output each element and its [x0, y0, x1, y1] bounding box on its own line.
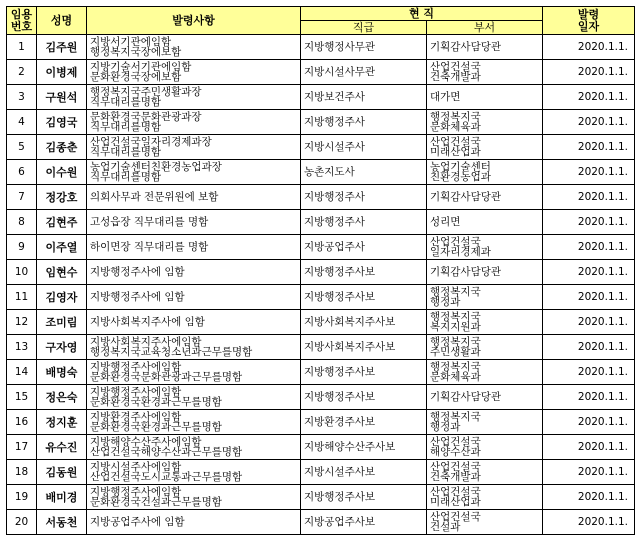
- cell-action-line: 지방공업주사에 임함: [90, 515, 185, 528]
- cell-name: 김종춘: [37, 135, 87, 160]
- cell-dept-line: 산업건설국: [430, 135, 481, 148]
- table-row: [7, 135, 635, 160]
- cell-action: [87, 335, 301, 360]
- cell-action: [87, 110, 301, 135]
- table-row: [7, 185, 635, 210]
- cell-no: 7: [7, 185, 37, 210]
- cell-action-line: 지방행정주사에 임함: [90, 290, 185, 303]
- appointment-table: [6, 6, 635, 535]
- cell-action: [87, 385, 301, 410]
- cell-no: 2: [7, 60, 37, 85]
- cell-rank: 지방시설주사보: [301, 460, 427, 485]
- cell-action-line: 지방환경주사에임함: [90, 410, 182, 423]
- cell-dept: [427, 210, 543, 235]
- table-row: [7, 85, 635, 110]
- cell-rank: 지방시설사무관: [301, 60, 427, 85]
- cell-dept: [427, 460, 543, 485]
- cell-rank: 지방시설주사: [301, 135, 427, 160]
- cell-no: 17: [7, 435, 37, 460]
- cell-action-line: 직무대리를명함: [90, 96, 162, 108]
- cell-date: 2020.1.1.: [543, 360, 635, 385]
- table-row: [7, 510, 635, 535]
- cell-name: 김영국: [37, 110, 87, 135]
- cell-dept-line: 산업건설국: [430, 460, 481, 473]
- cell-dept-line: 문화체육과: [430, 121, 481, 133]
- cell-date: 2020.1.1.: [543, 185, 635, 210]
- cell-action: [87, 410, 301, 435]
- cell-action-line: 지방기술서기관에임함: [90, 60, 192, 73]
- cell-action: [87, 185, 301, 210]
- cell-name: 이수원: [37, 160, 87, 185]
- cell-action-line: 산업건설국도시교통과근무를명함: [90, 471, 243, 483]
- cell-dept-line: 미래산업과: [430, 496, 481, 508]
- header-current: 현 직: [301, 7, 543, 21]
- cell-action-line: 산업건설국해양수산과근무를명함: [90, 446, 243, 458]
- cell-action: [87, 135, 301, 160]
- cell-dept: [427, 485, 543, 510]
- cell-dept: [427, 310, 543, 335]
- cell-dept: [427, 360, 543, 385]
- table-row: [7, 285, 635, 310]
- cell-action-line: 행정복지국교육청소년과근무를명함: [90, 346, 253, 358]
- header-no: 임용 번호: [7, 7, 37, 35]
- cell-no: 1: [7, 35, 37, 60]
- header-action: 발령사항: [87, 7, 301, 35]
- cell-date: 2020.1.1.: [543, 60, 635, 85]
- cell-action: [87, 260, 301, 285]
- cell-dept: [427, 335, 543, 360]
- cell-date: 2020.1.1.: [543, 335, 635, 360]
- cell-dept: [427, 185, 543, 210]
- cell-no: 10: [7, 260, 37, 285]
- cell-dept: [427, 85, 543, 110]
- table-row: [7, 110, 635, 135]
- cell-dept-line: 산업건설국: [430, 235, 481, 248]
- cell-dept-line: 행정복지국: [430, 285, 481, 298]
- cell-dept-line: 행정복지국: [430, 310, 481, 323]
- table-row: [7, 410, 635, 435]
- cell-name: 배명숙: [37, 360, 87, 385]
- cell-date: 2020.1.1.: [543, 235, 635, 260]
- cell-dept-line: 문화체육과: [430, 371, 481, 383]
- cell-action-line: 지방해양수산주사에임함: [90, 435, 202, 448]
- cell-name: 유수진: [37, 435, 87, 460]
- cell-name: 김영자: [37, 285, 87, 310]
- cell-action: [87, 360, 301, 385]
- cell-action-line: 문화환경국문화관광과장: [90, 110, 202, 123]
- cell-rank: 지방사회복지주사보: [301, 310, 427, 335]
- cell-name: 이병제: [37, 60, 87, 85]
- cell-date: 2020.1.1.: [543, 385, 635, 410]
- cell-rank: 지방행정주사보: [301, 385, 427, 410]
- cell-action-line: 문화환경국건설과근무를명함: [90, 496, 222, 508]
- cell-dept-line: 행정복지국: [430, 110, 481, 123]
- cell-action: [87, 460, 301, 485]
- cell-rank: 지방보건주사: [301, 85, 427, 110]
- cell-rank: 지방사회복지주사보: [301, 335, 427, 360]
- cell-date: 2020.1.1.: [543, 410, 635, 435]
- cell-dept-line: 행정과: [430, 296, 461, 308]
- cell-dept-line: 해양수산과: [430, 446, 481, 458]
- cell-action-line: 지방행정주사에 임함: [90, 265, 185, 278]
- cell-name: 서동천: [37, 510, 87, 535]
- cell-no: 15: [7, 385, 37, 410]
- cell-action-line: 고성읍장 직무대리를 명함: [90, 215, 209, 228]
- cell-action: [87, 485, 301, 510]
- cell-no: 3: [7, 85, 37, 110]
- cell-rank: 지방행정주사: [301, 110, 427, 135]
- cell-rank: 지방환경주사보: [301, 410, 427, 435]
- cell-action-line: 문화환경국환경과근무를명함: [90, 421, 222, 433]
- cell-date: 2020.1.1.: [543, 35, 635, 60]
- cell-no: 20: [7, 510, 37, 535]
- table-body: [7, 35, 635, 535]
- cell-rank: 지방행정주사보: [301, 260, 427, 285]
- cell-name: 김동원: [37, 460, 87, 485]
- cell-rank: 지방행정주사: [301, 185, 427, 210]
- cell-dept-line: 성리면: [430, 215, 461, 228]
- cell-action: [87, 235, 301, 260]
- cell-dept-line: 행정과: [430, 421, 461, 433]
- cell-action-line: 행정복지국장에보함: [90, 46, 182, 58]
- cell-action-line: 산업건설국일자리경제과장: [90, 135, 212, 148]
- cell-dept-line: 산업건설국: [430, 435, 481, 448]
- cell-action-line: 의회사무과 전문위원에 보함: [90, 190, 219, 203]
- cell-dept-line: 산업건설국: [430, 510, 481, 523]
- cell-name: 이주열: [37, 235, 87, 260]
- cell-action-line: 직무대리를명함: [90, 146, 162, 158]
- cell-dept-line: 농업기술센터: [430, 160, 491, 173]
- cell-dept-line: 친환경농업과: [430, 171, 491, 183]
- cell-dept-line: 미래산업과: [430, 146, 481, 158]
- table-row: [7, 385, 635, 410]
- header-rank: 직급: [301, 21, 427, 35]
- cell-dept-line: 건축개발과: [430, 471, 481, 483]
- cell-date: 2020.1.1.: [543, 285, 635, 310]
- cell-date: 2020.1.1.: [543, 135, 635, 160]
- cell-no: 12: [7, 310, 37, 335]
- cell-action: [87, 160, 301, 185]
- table-row: [7, 210, 635, 235]
- cell-rank: 지방해양수산주사보: [301, 435, 427, 460]
- cell-name: 구자영: [37, 335, 87, 360]
- cell-date: 2020.1.1.: [543, 460, 635, 485]
- cell-date: 2020.1.1.: [543, 510, 635, 535]
- cell-name: 임현수: [37, 260, 87, 285]
- header-dept: 부서: [427, 21, 543, 35]
- cell-dept-line: 기획감사담당관: [430, 190, 502, 203]
- cell-name: 배미경: [37, 485, 87, 510]
- cell-dept: [427, 285, 543, 310]
- cell-rank: 지방행정주사: [301, 210, 427, 235]
- cell-dept: [427, 35, 543, 60]
- table-row: [7, 460, 635, 485]
- cell-action-line: 지방사회복지주사에 임함: [90, 315, 205, 328]
- cell-action-line: 문화환경국환경과근무를명함: [90, 396, 222, 408]
- cell-name: 조미림: [37, 310, 87, 335]
- table-row: [7, 435, 635, 460]
- cell-action: [87, 435, 301, 460]
- cell-dept-line: 행정복지국: [430, 360, 481, 373]
- cell-dept: [427, 260, 543, 285]
- cell-action: [87, 60, 301, 85]
- cell-rank: 지방행정사무관: [301, 35, 427, 60]
- cell-dept-line: 행정복지국: [430, 335, 481, 348]
- cell-rank: 지방공업주사: [301, 235, 427, 260]
- cell-action-line: 직무대리를명함: [90, 171, 162, 183]
- cell-action-line: 하이면장 직무대리를 명함: [90, 240, 209, 253]
- cell-dept-line: 기획감사담당관: [430, 265, 502, 278]
- cell-name: 김주원: [37, 35, 87, 60]
- table-row: [7, 235, 635, 260]
- cell-action: [87, 35, 301, 60]
- cell-name: 구원석: [37, 85, 87, 110]
- cell-dept: [427, 235, 543, 260]
- cell-name: 정은숙: [37, 385, 87, 410]
- header-name: 성명: [37, 7, 87, 35]
- table-row: [7, 60, 635, 85]
- cell-date: 2020.1.1.: [543, 435, 635, 460]
- cell-no: 14: [7, 360, 37, 385]
- cell-name: 정지훈: [37, 410, 87, 435]
- cell-action-line: 지방행정주사에임함: [90, 360, 182, 373]
- cell-date: 2020.1.1.: [543, 310, 635, 335]
- cell-dept-line: 산업건설국: [430, 485, 481, 498]
- header-date: 발령 일자: [543, 7, 635, 35]
- cell-action-line: 문화환경국장에보함: [90, 71, 182, 83]
- cell-action-line: 지방사회복지주사에임함: [90, 335, 202, 348]
- cell-dept: [427, 160, 543, 185]
- cell-action-line: 지방서기관에임함: [90, 35, 172, 48]
- cell-date: 2020.1.1.: [543, 85, 635, 110]
- cell-dept-line: 대가면: [430, 90, 461, 103]
- cell-rank: 지방행정주사보: [301, 485, 427, 510]
- cell-action: [87, 285, 301, 310]
- cell-dept: [427, 435, 543, 460]
- cell-action: [87, 310, 301, 335]
- cell-action: [87, 85, 301, 110]
- cell-no: 9: [7, 235, 37, 260]
- cell-date: 2020.1.1.: [543, 160, 635, 185]
- table-row: [7, 485, 635, 510]
- cell-rank: 지방공업주사보: [301, 510, 427, 535]
- cell-date: 2020.1.1.: [543, 210, 635, 235]
- cell-rank: 농촌지도사: [301, 160, 427, 185]
- cell-no: 16: [7, 410, 37, 435]
- cell-dept: [427, 135, 543, 160]
- cell-action-line: 직무대리를명함: [90, 121, 162, 133]
- cell-no: 4: [7, 110, 37, 135]
- cell-no: 19: [7, 485, 37, 510]
- cell-date: 2020.1.1.: [543, 110, 635, 135]
- cell-action-line: 지방행정주사에임함: [90, 385, 182, 398]
- cell-action: [87, 510, 301, 535]
- cell-dept: [427, 60, 543, 85]
- cell-no: 6: [7, 160, 37, 185]
- cell-no: 13: [7, 335, 37, 360]
- cell-dept: [427, 410, 543, 435]
- table-row: [7, 160, 635, 185]
- cell-dept-line: 주민생활과: [430, 346, 481, 358]
- cell-dept-line: 행정복지국: [430, 410, 481, 423]
- table-row: [7, 310, 635, 335]
- cell-action-line: 농업기술센터친환경농업과장: [90, 160, 222, 173]
- cell-action-line: 문화환경국문화관광과근무를명함: [90, 371, 243, 383]
- cell-dept-line: 복지지원과: [430, 321, 481, 333]
- cell-action-line: 행정복지국주민생활과장: [90, 85, 202, 98]
- cell-date: 2020.1.1.: [543, 260, 635, 285]
- table-row: [7, 260, 635, 285]
- cell-dept-line: 건축개발과: [430, 71, 481, 83]
- cell-dept-line: 산업건설국: [430, 60, 481, 73]
- table-row: [7, 35, 635, 60]
- cell-dept-line: 기획감사담당관: [430, 390, 502, 403]
- table-row: [7, 335, 635, 360]
- cell-date: 2020.1.1.: [543, 485, 635, 510]
- cell-dept: [427, 510, 543, 535]
- cell-dept: [427, 110, 543, 135]
- table-row: [7, 360, 635, 385]
- cell-no: 18: [7, 460, 37, 485]
- cell-name: 김현주: [37, 210, 87, 235]
- cell-action-line: 지방행정주사에임함: [90, 485, 182, 498]
- cell-no: 8: [7, 210, 37, 235]
- cell-dept-line: 일자리경제과: [430, 246, 491, 258]
- cell-action-line: 지방시설주사에임함: [90, 460, 182, 473]
- cell-dept-line: 건설과: [430, 521, 461, 533]
- cell-dept: [427, 385, 543, 410]
- cell-action: [87, 210, 301, 235]
- cell-rank: 지방행정주사보: [301, 285, 427, 310]
- cell-dept-line: 기획감사담당관: [430, 40, 502, 53]
- cell-no: 5: [7, 135, 37, 160]
- cell-name: 정강호: [37, 185, 87, 210]
- cell-no: 11: [7, 285, 37, 310]
- cell-rank: 지방행정주사보: [301, 360, 427, 385]
- appointment-table-container: [6, 6, 635, 535]
